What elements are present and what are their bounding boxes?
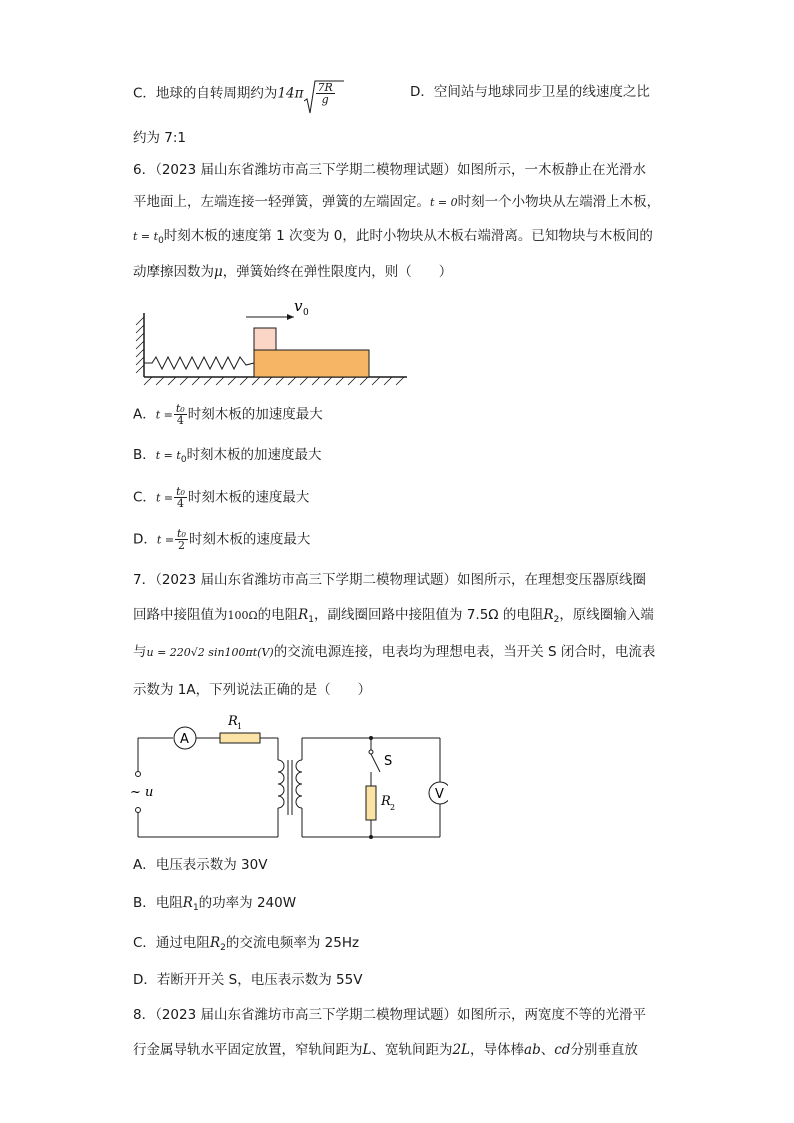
q6-stem-line2: 平地面上，左端连接一轻弹簧，弹簧的左端固定。t = 0时刻一个小物块从左端滑上木板， <box>133 194 661 210</box>
wooden-board <box>254 350 369 377</box>
q7-option-a: A．电压表示数为 30V <box>133 857 268 873</box>
q7-stem-line2: 回路中接阻值为100Ω的电阻$R_1$，副线圈回路中接阻值为 7.5Ω 的电阻$R_2$，原线圈输入端 <box>133 607 654 625</box>
q7-stem-line4: 示数为 1A，下列说法正确的是（ ） <box>133 682 372 698</box>
small-block <box>254 328 276 350</box>
math-14pi: 14π <box>277 85 304 102</box>
q8-stem-line2: 行金属导轨水平固定放置，窄轨间距为L、宽轨间距为2L，导体棒ab、cd分别垂直放 <box>133 1042 638 1058</box>
q7-stem-line1: 7．（2023 届山东省潍坊市高三下学期二模物理试题）如图所示，在理想变压器原线圈 <box>133 572 646 588</box>
switch-s <box>371 754 380 772</box>
q5-option-c: C．地球的自转周期约为14π $\frac{7R}{g}$ <box>133 82 336 105</box>
q6-spring-board-figure <box>132 295 412 390</box>
sqrt-expression: $\frac{7R}{g}$ <box>304 82 336 105</box>
q6-stem-line3: $t = t_0$时刻木板的速度第 1 次变为 0，此时小物块从木板右端滑离。已知物块与木板间的 <box>133 228 653 246</box>
q5-option-d-cont: 约为 7:1 <box>133 130 187 146</box>
q7-option-d: D．若断开开关 S，电压表示数为 55V <box>133 972 363 988</box>
q6-stem-line4: 动摩擦因数为μ，弹簧始终在弹性限度内，则（ ） <box>133 264 453 280</box>
q7-transformer-circuit <box>128 710 448 845</box>
resistor-r1 <box>220 733 260 743</box>
r2-label: R <box>381 794 391 809</box>
resistor-r2 <box>366 786 376 820</box>
q6-option-b: B．$t = t_0$时刻木板的加速度最大 <box>133 447 322 465</box>
q6-option-c: C．t = $\frac{\text{t₀}}{4}$ 时刻木板的速度最大 <box>133 485 310 510</box>
secondary-coil <box>296 760 302 808</box>
q6-option-a: A．t = $\frac{\text{t₀}}{4}$ 时刻木板的加速度最大 <box>133 402 323 427</box>
q7-option-c: C．通过电阻$R_2$的交流电频率为 25Hz <box>133 935 360 953</box>
wall-hatch <box>136 317 144 373</box>
primary-coil <box>278 760 284 808</box>
q6-stem-line1: 6．（2023 届山东省潍坊市高三下学期二模物理试题）如图所示，一木板静止在光滑水 <box>133 162 646 178</box>
arrow-head-icon <box>287 314 294 320</box>
svg-text:1: 1 <box>237 722 243 731</box>
switch-label: S <box>384 754 393 769</box>
spring <box>144 357 254 369</box>
q7-option-b: B．电阻$R_1$的功率为 240W <box>133 895 297 913</box>
label-v: v <box>294 297 303 315</box>
ammeter-label: A <box>180 732 189 747</box>
q5-option-d: D．空间站与地球同步卫星的线速度之比 <box>410 84 650 100</box>
r1-label: R <box>228 714 238 729</box>
voltmeter-label: V <box>435 787 444 802</box>
source-label: ~ u <box>130 785 154 800</box>
q7-stem-line3: 与u = 220√2 sin100πt(V)的交流电源连接，电表均为理想电表，当开关 S 闭合时，电流表 <box>133 644 656 660</box>
label-v-sub: 0 <box>303 308 309 318</box>
q6-option-d: D．t = $\frac{\text{t₀}}{2}$ 时刻木板的速度最大 <box>133 527 311 552</box>
q8-stem-line1: 8．（2023 届山东省潍坊市高三下学期二模物理试题）如图所示，两宽度不等的光滑平 <box>133 1007 646 1023</box>
svg-text:2: 2 <box>390 803 396 812</box>
ground-hatch <box>144 377 404 385</box>
sqrt-sign-icon <box>304 79 344 119</box>
